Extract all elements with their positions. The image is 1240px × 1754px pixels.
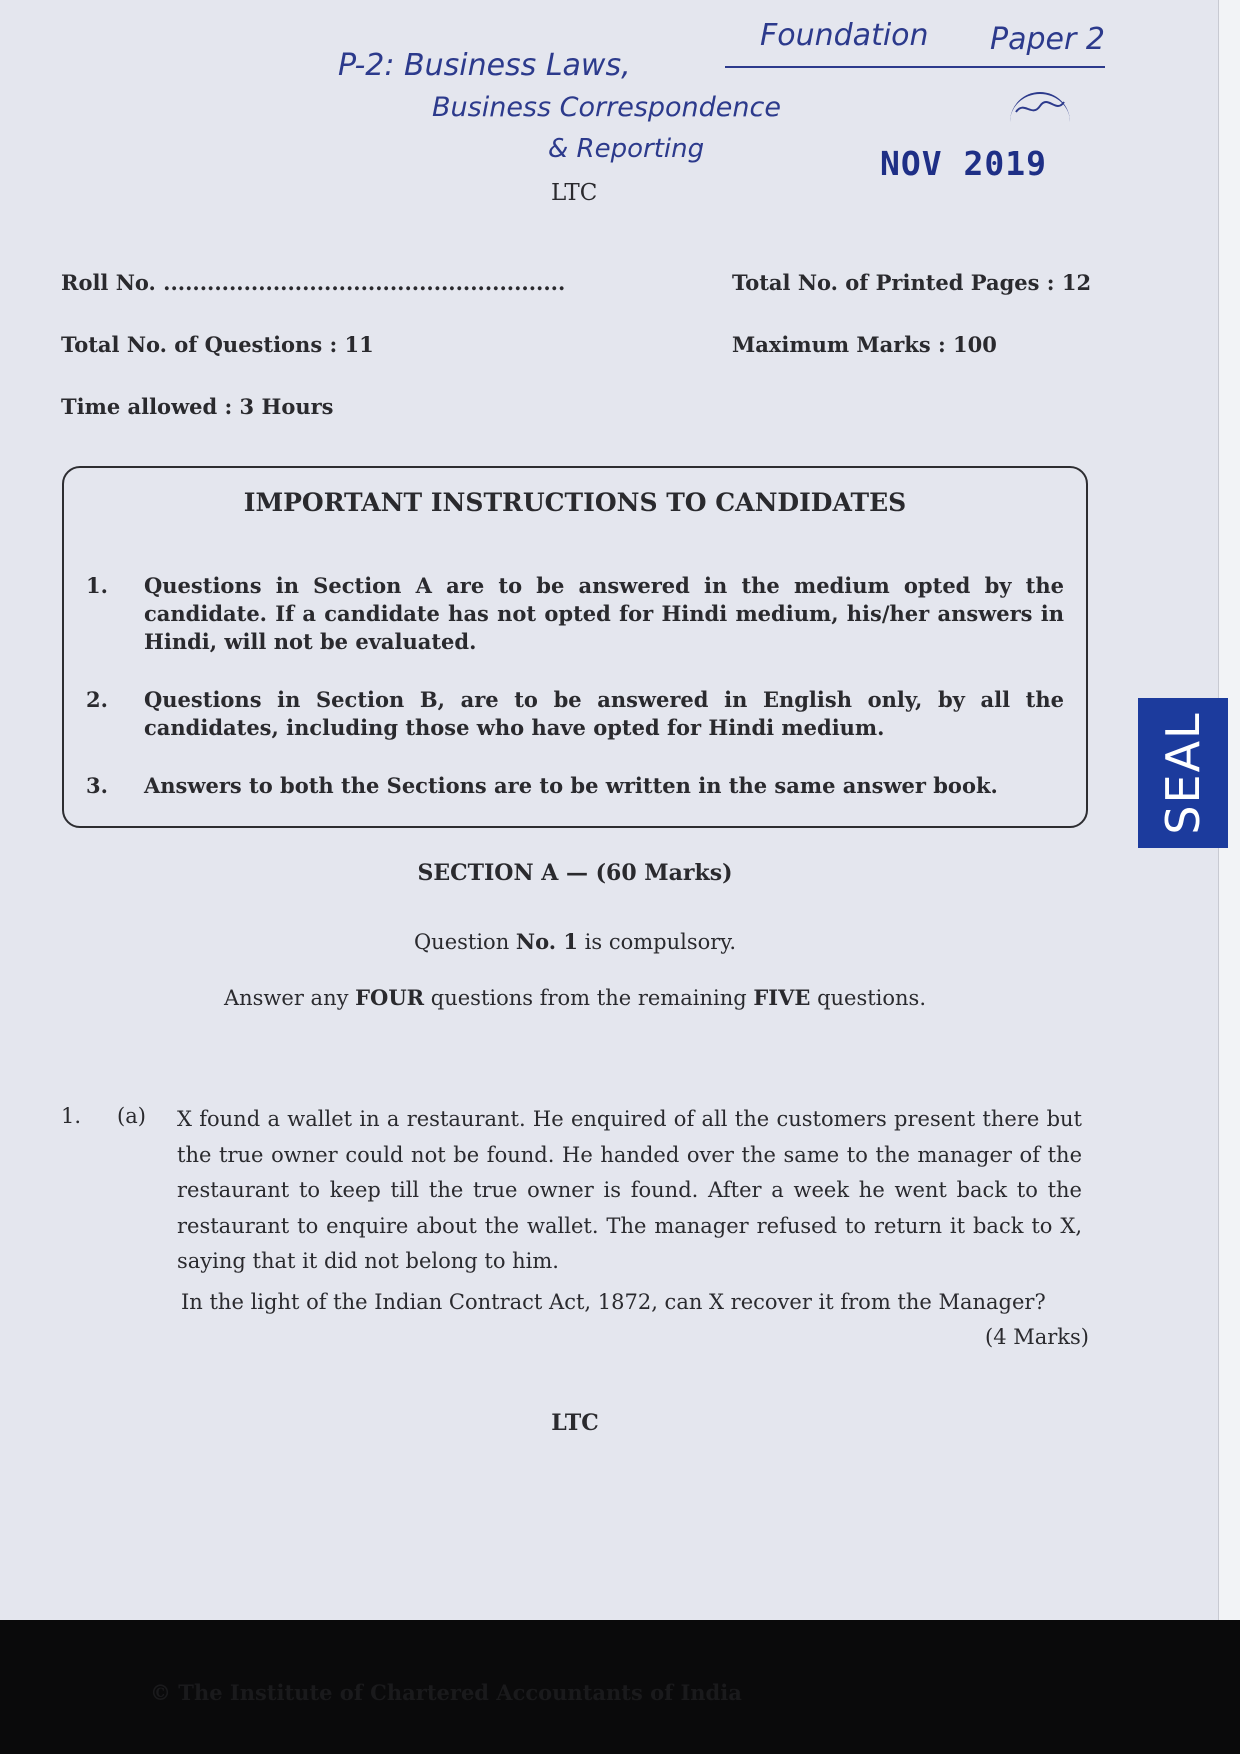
compulsory-prefix: Question bbox=[413, 930, 516, 954]
instruction-text: Questions in Section A are to be answered in the medium opted by the candidate. If a candidate has not opted for Hindi medium, his/her answers in Hindi, will not be evaluated. bbox=[144, 573, 1064, 654]
printed-pages: Total No. of Printed Pages : 12 bbox=[732, 270, 1092, 295]
handwritten-subject-line-2: Business Correspondence bbox=[432, 92, 781, 123]
compulsory-question-number: No. 1 bbox=[515, 929, 578, 954]
date-stamp: NOV 2019 bbox=[880, 144, 1047, 183]
answer-note bbox=[0, 985, 1150, 1010]
instructions-box bbox=[62, 466, 1088, 828]
question-ask: In the light of the Indian Contract Act, 1872, can X recover it from the Manager? bbox=[181, 1290, 1046, 1314]
handwritten-underline bbox=[725, 66, 1105, 68]
question-part: (a) bbox=[117, 1104, 146, 1128]
instruction-number: 2. bbox=[86, 687, 108, 712]
roll-number-field: Roll No. ....................................................... bbox=[61, 270, 566, 295]
paper-code-bottom: LTC bbox=[551, 1410, 599, 1436]
answer-mid: questions from the remaining bbox=[424, 986, 754, 1010]
instructions-title: IMPORTANT INSTRUCTIONS TO CANDIDATES bbox=[243, 488, 907, 517]
maximum-marks: Maximum Marks : 100 bbox=[732, 332, 997, 357]
total-questions: Total No. of Questions : 11 bbox=[61, 332, 374, 357]
seal-text: SEAL bbox=[1156, 711, 1210, 835]
question-text: X found a wallet in a restaurant. He enquired of all the customers present there but the true owner could not be found. He handed over the same to the manager of the restaurant to keep till the true owner is found. After a week he went back to the restaurant to enquire about the wallet. The manager refused to return it back to X, saying that it did not belong to him. bbox=[177, 1107, 1082, 1273]
paper-code-top: LTC bbox=[551, 180, 598, 206]
compulsory-suffix: is compulsory. bbox=[577, 930, 737, 954]
copyright-notice: © The Institute of Chartered Accountants of India bbox=[150, 1680, 742, 1705]
answer-prefix: Answer any bbox=[223, 986, 356, 1010]
section-title: SECTION A — (60 Marks) bbox=[417, 860, 733, 886]
answer-suffix: questions. bbox=[810, 986, 927, 1010]
question-marks: (4 Marks) bbox=[985, 1325, 1089, 1349]
remaining-count: FIVE bbox=[753, 985, 811, 1010]
seal-label bbox=[1138, 698, 1228, 848]
instruction-item bbox=[86, 772, 1064, 800]
instruction-number: 3. bbox=[86, 773, 108, 798]
handwritten-subject-line-3: & Reporting bbox=[548, 134, 705, 164]
time-allowed: Time allowed : 3 Hours bbox=[61, 394, 334, 419]
handwritten-signature-icon bbox=[1010, 92, 1070, 126]
answer-count: FOUR bbox=[355, 985, 425, 1010]
instruction-text: Answers to both the Sections are to be written in the same answer book. bbox=[144, 773, 998, 798]
compulsory-note bbox=[0, 929, 1150, 954]
instruction-text: Questions in Section B, are to be answered in English only, by all the candidates, including those who have opted for Hindi medium. bbox=[144, 687, 1064, 740]
instruction-item bbox=[86, 686, 1064, 742]
handwritten-subject-line-1: P-2: Business Laws, bbox=[338, 48, 631, 83]
handwritten-foundation: Foundation bbox=[760, 18, 929, 53]
instruction-item bbox=[86, 572, 1064, 656]
question-number: 1. bbox=[61, 1104, 82, 1128]
instruction-number: 1. bbox=[86, 573, 108, 598]
handwritten-paper: Paper 2 bbox=[990, 22, 1105, 57]
